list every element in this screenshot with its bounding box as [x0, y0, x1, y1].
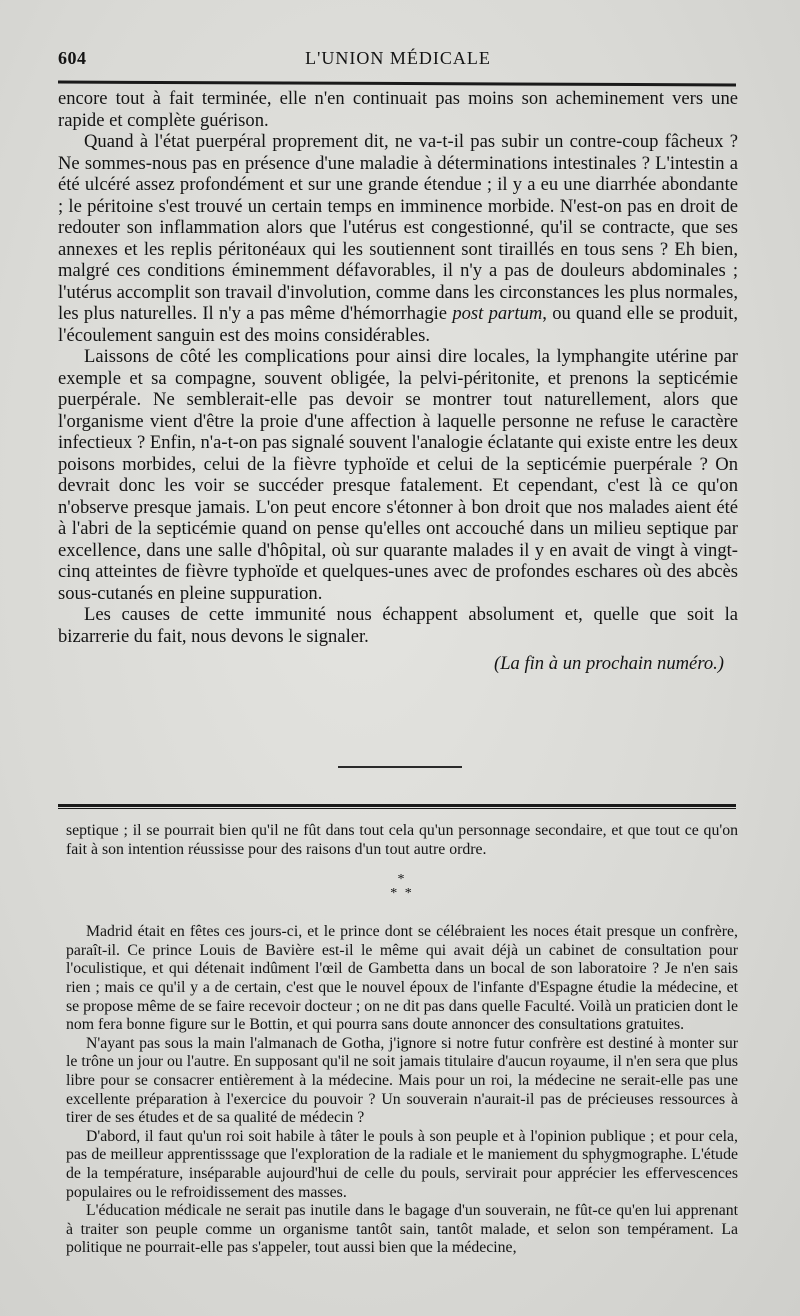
feuilleton-paragraph: L'éducation médicale ne serait pas inutile dans le bagage d'un souverain, ne fût-ce qu'en lui apprenant à traiter son peuple comme un organisme tantôt sain, tantôt malade, et selon son tempérament. La politique ne pourrait-elle pas s'appeler, tout aussi bien que la médecine, [66, 1202, 738, 1257]
article-paragraph-continued: encore tout à fait terminée, elle n'en continuait pas moins son acheminement vers une rapide et complète guérison. [58, 88, 738, 131]
asterism-divider: * * * [390, 872, 414, 902]
feuilleton-paragraph-continued: septique ; il se pourrait bien qu'il ne fût dans tout cela qu'un personnage secondaire, et que tout ce qu'on fait à son intention réussisse pour des raisons d'un tout autre ordre. [66, 822, 738, 858]
article-end-rule [338, 766, 462, 768]
page-number: 604 [58, 48, 87, 68]
main-article [58, 88, 738, 675]
page-header [58, 48, 738, 74]
feuilleton-paragraph: N'ayant pas sous la main l'almanach de Gotha, j'ignore si notre futur confrère est destiné à monter sur le trône un jour ou l'autre. En supposant qu'il ne soit jamais titulaire d'aucun royaume, il n'en sera que plus libre pour se consacrer entièrement à la médecine. Mais pour un roi, la médecine ne serait-elle pas une excellente préparation à l'exercice du pouvoir ? Un souverain n'aurait-il pas de précieuses ressources à tirer de ses études et de sa qualité de médecin ? [66, 1034, 738, 1127]
article-text: , ou quand elle se produit, l'écoulement sanguin est des moins considérables. [58, 303, 738, 346]
article-italic-term: post partum [452, 303, 543, 324]
article-paragraph [58, 131, 738, 346]
feuilleton-paragraph: Madrid était en fêtes ces jours-ci, et le prince dont se célébraient les noces était presque un confrère, paraît-il. Ce prince Louis de Bavière est-il le même qui avait déjà un cabinet de consultation pour l'oculistique, et qui détenait indûment l'œil de Gambetta dans un bocal de son laboratoire ? Je n'en sais rien ; mais ce qu'il y a de certain, c'est que le nouvel époux de l'infante d'Espagne étudie la médecine, et se propose même de se faire recevoir docteur ; on ne dit pas dans quelle Faculté. Voilà un praticien dont le nom fera bonne figure sur le Bottin, et qui pourra sans doute annoncer des consultations gratuites. [66, 923, 738, 1034]
feuilleton-section [66, 822, 738, 1258]
continuation-note: (La fin à un prochain numéro.) [494, 653, 724, 674]
feuilleton-paragraph: D'abord, il faut qu'un roi soit habile à tâter le pouls à son peuple et à l'opinion publique ; et pour cela, pas de meilleur apprentisssage que l'exploration de la radiale et le maniement du sphygmographe. L'étude de la température, inséparable aujourd'hui de celle du pouls, servirait pour apprécier les effervescences populaires ou le refroidissement des masses. [66, 1127, 738, 1201]
article-text: Quand à l'état puerpéral proprement dit, ne va-t-il pas subir un contre-coup fâcheux ? Ne sommes-nous pas en présence d'une maladie à déterminations intestinales ? L'intestin a été ulcéré assez profondément et sur une grande étendue ; il y a eu une diarrhée abondante ; le péritoine s'est trouvé un certain temps en imminence morbide. N'est-on pas en droit de redouter son inflammation alors que l'utérus est congestionné, qu'il se contracte, que ses annexes et les replis péritonéaux qui les soutiennent sont tiraillés en tous sens ? Eh bien, malgré ces conditions éminemment défavorables, il n'y a pas de douleurs abdominales ; l'utérus accomplit son travail d'involution, comme dans les circonstances les plus normales, les plus naturelles. Il n'y a pas même d'hémorrhagie [58, 131, 738, 324]
feuilleton-separator-rule [58, 804, 736, 809]
header-rule [58, 81, 736, 87]
running-title: L'UNION MÉDICALE [305, 48, 491, 68]
article-paragraph: Laissons de côté les complications pour ainsi dire locales, la lymphangite utérine par exemple et sa compagne, souvent obligée, la pelvi-péritonite, et prenons la septicémie puerpérale. Ne semblerait-elle pas devoir se montrer tout naturellement, alors que l'organisme vient d'être la proie d'une affection à laquelle personne ne refuse le caractère infectieux ? Enfin, n'a-t-on pas signalé souvent l'analogie éclatante qui existe entre les deux poisons morbides, celui de la fièvre typhoïde et celui de la septicémie puerpérale ? On devrait donc les voir se succéder presque fatalement. Et cependant, c'est là ce qu'on n'observe presque jamais. L'on peut encore s'étonner à bon droit que nos malades aient été à l'abri de la septicémie quand on pense qu'elles ont accouché dans un milieu septique par excellence, dans une salle d'hôpital, où sur quarante malades il y en avait de vingt à vingt-cinq atteintes de fièvre typhoïde et quelques-unes avec de profondes eschares où des abcès sous-cutanés en pleine suppuration. [58, 346, 738, 604]
article-paragraph: Les causes de cette immunité nous échappent absolument et, quelle que soit la bizarrerie du fait, nous devons le signaler. [58, 604, 738, 647]
